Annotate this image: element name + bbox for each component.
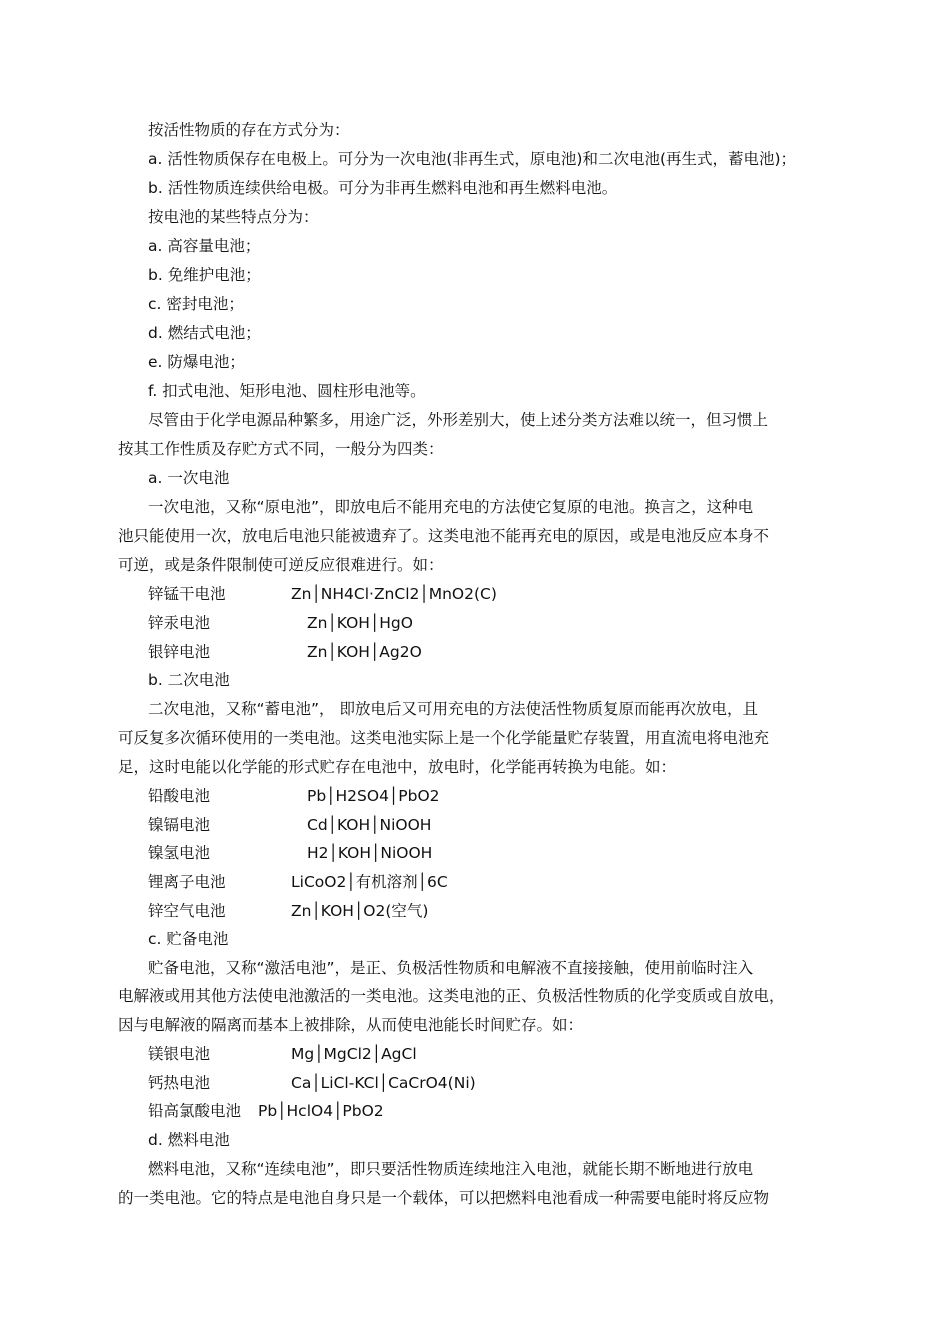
list-item: e. 防爆电池； bbox=[148, 353, 245, 371]
battery-name: 锂离子电池 bbox=[148, 873, 226, 891]
paragraph: 燃料电池，又称“连续电池”，即只要活性物质连续地注入电池，就能长期不断地进行放电 bbox=[148, 1160, 754, 1178]
battery-name: 铅酸电池 bbox=[148, 787, 211, 805]
battery-formula: Zn│NH4Cl·ZnCl2│MnO2(C) bbox=[291, 585, 497, 603]
battery-name: 镍氢电池 bbox=[148, 844, 211, 862]
paragraph: 足，这时电能以化学能的形式贮存在电池中，放电时，化学能再转换为电能。如： bbox=[118, 758, 677, 776]
paragraph: 贮备电池，又称“激活电池”，是正、负极活性物质和电解液不直接接触，使用前临时注入 bbox=[148, 959, 754, 977]
list-item: a. 高容量电池； bbox=[148, 237, 261, 255]
section-heading: c. 贮备电池 bbox=[148, 930, 229, 948]
battery-name: 镁银电池 bbox=[148, 1045, 211, 1063]
paragraph: a. 活性物质保存在电极上。可分为一次电池(非再生式，原电池)和二次电池(再生式，蓄电池)； bbox=[148, 150, 797, 168]
paragraph: 一次电池，又称“原电池”，即放电后不能用充电的方法使它复原的电池。换言之，这种电 bbox=[148, 498, 754, 516]
battery-formula: H2│KOH│NiOOH bbox=[307, 844, 433, 862]
battery-name: 钙热电池 bbox=[148, 1074, 211, 1092]
battery-formula: Cd│KOH│NiOOH bbox=[307, 816, 432, 834]
paragraph: 按活性物质的存在方式分为： bbox=[148, 121, 350, 139]
list-item: c. 密封电池； bbox=[148, 295, 244, 313]
paragraph: 电解液或用其他方法使电池激活的一类电池。这类电池的正、负极活性物质的化学变质或自放电， bbox=[118, 987, 785, 1005]
paragraph: 按电池的某些特点分为： bbox=[148, 208, 319, 226]
battery-formula: Zn│KOH│HgO bbox=[307, 614, 413, 632]
paragraph: 按其工作性质及存贮方式不同，一般分为四类： bbox=[118, 440, 444, 458]
paragraph: 可反复多次循环使用的一类电池。这类电池实际上是一个化学能量贮存装置，用直流电将电池充 bbox=[118, 729, 770, 747]
paragraph: 池只能使用一次，放电后电池只能被遗弃了。这类电池不能再充电的原因，或是电池反应本身不 bbox=[118, 527, 770, 545]
paragraph: b. 活性物质连续供给电极。可分为非再生燃料电池和再生燃料电池。 bbox=[148, 179, 618, 197]
paragraph: 二次电池，又称“蓄电池”， 即放电后又可用充电的方法使活性物质复原而能再次放电，且 bbox=[148, 700, 758, 718]
battery-name: 铅高氯酸电池 bbox=[148, 1102, 242, 1120]
list-item: b. 免维护电池； bbox=[148, 266, 261, 284]
paragraph: 因与电解液的隔离而基本上被排除，从而使电池能长时间贮存。如： bbox=[118, 1016, 584, 1034]
section-heading: a. 一次电池 bbox=[148, 469, 230, 487]
section-heading: b. 二次电池 bbox=[148, 671, 230, 689]
paragraph: 可逆，或是条件限制使可逆反应很难进行。如： bbox=[118, 556, 444, 574]
battery-formula: Zn│KOH│Ag2O bbox=[307, 643, 422, 661]
battery-formula: Pb│HclO4│PbO2 bbox=[258, 1102, 384, 1120]
paragraph: 尽管由于化学电源品种繁多，用途广泛，外形差别大，使上述分类方法难以统一，但习惯上 bbox=[148, 411, 769, 429]
battery-name: 锌锰干电池 bbox=[148, 585, 226, 603]
section-heading: d. 燃料电池 bbox=[148, 1131, 230, 1149]
battery-formula: LiCoO2│有机溶剂│6C bbox=[291, 873, 448, 891]
battery-formula: Zn│KOH│O2(空气) bbox=[291, 902, 429, 920]
battery-name: 银锌电池 bbox=[148, 643, 211, 661]
list-item: f. 扣式电池、矩形电池、圆柱形电池等。 bbox=[148, 382, 426, 400]
paragraph: 的一类电池。它的特点是电池自身只是一个载体，可以把燃料电池看成一种需要电能时将反应物 bbox=[118, 1189, 770, 1207]
battery-name: 镍镉电池 bbox=[148, 816, 211, 834]
battery-formula: Pb│H2SO4│PbO2 bbox=[307, 787, 440, 805]
battery-name: 锌空气电池 bbox=[148, 902, 226, 920]
battery-formula: Mg│MgCl2│AgCl bbox=[291, 1045, 417, 1063]
battery-formula: Ca│LiCl-KCl│CaCrO4(Ni) bbox=[291, 1074, 476, 1092]
battery-name: 锌汞电池 bbox=[148, 614, 211, 632]
list-item: d. 燃结式电池； bbox=[148, 324, 261, 342]
